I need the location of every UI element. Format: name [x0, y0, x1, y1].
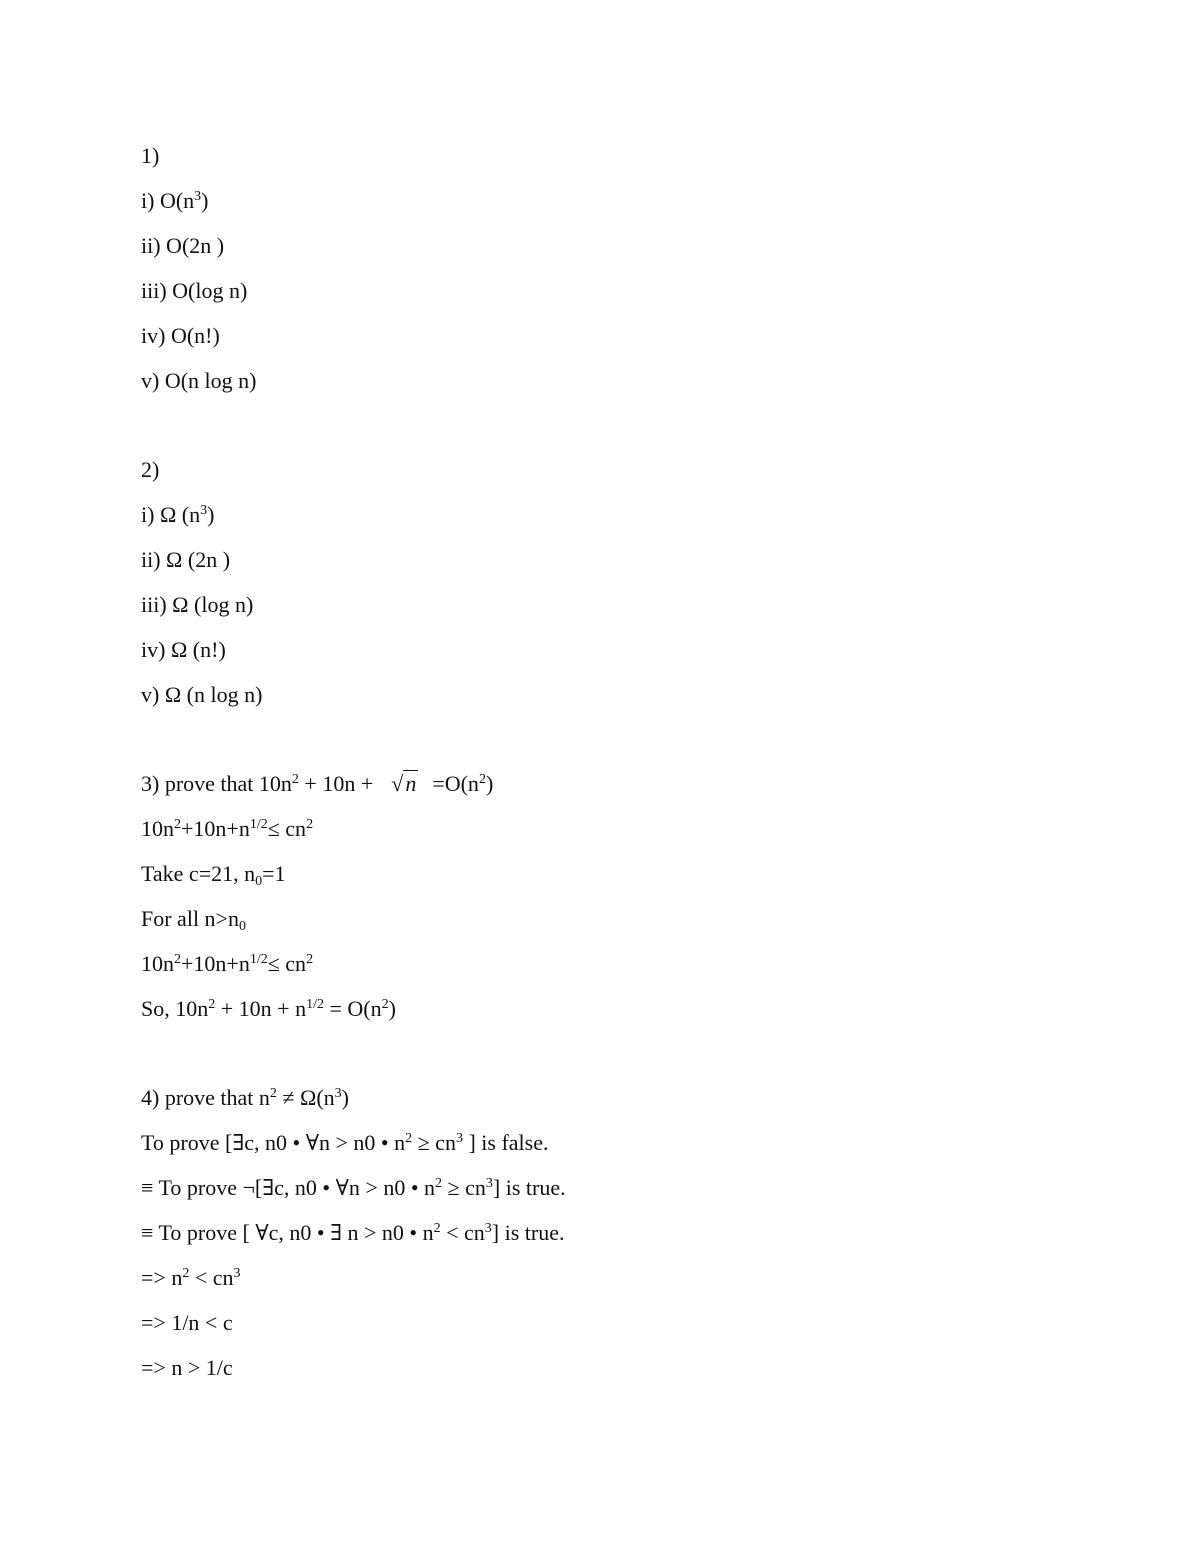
q3-ineq1-sup: 2	[174, 817, 181, 832]
q4-statement-part: 4) prove that n	[141, 1085, 270, 1110]
q2-item-1	[141, 495, 1101, 540]
q1-item-2	[141, 226, 1101, 271]
q2-item-1-sup: 3	[200, 503, 208, 518]
q3-ineq1-part: 10n	[141, 816, 174, 841]
q2-item-5-label: v) Ω (n log n)	[141, 682, 263, 707]
q1-item-3-label: iii) O(log n)	[141, 278, 248, 303]
sqrt-radicand: n	[405, 771, 417, 796]
q3-ineq2-sup: 2	[174, 952, 181, 967]
q3-conclusion	[141, 989, 1101, 1034]
q3-forall-sub: 0	[238, 919, 246, 934]
q2-item-5	[141, 675, 1101, 720]
document-page	[141, 136, 1101, 1393]
q2-heading-text: 2)	[141, 457, 160, 482]
q2-item-4	[141, 630, 1101, 675]
q4-l2-sup: 2	[435, 1176, 443, 1191]
q4-l1-part: ≥ cn	[412, 1130, 456, 1155]
q3-ineq1-sup: 2	[306, 817, 314, 832]
q4-l4-part: < cn	[189, 1265, 234, 1290]
q4-l3-part: ≡ To prove [ ∀c, n0 • ∃ n > n0 • n	[141, 1220, 434, 1245]
q4-statement-sup: 2	[269, 1086, 277, 1101]
q3-statement-part: =O(n	[432, 771, 479, 796]
q4-statement	[141, 1078, 1101, 1123]
q1-item-5	[141, 361, 1101, 406]
q1-heading-text: 1)	[141, 143, 160, 168]
q4-l1-part: To prove [∃c, n0 • ∀n > n0 • n	[141, 1130, 406, 1155]
q3-statement-sup: 2	[478, 772, 486, 787]
q3-so-sup: 1/2	[306, 997, 324, 1012]
q3-statement-sup: 2	[291, 772, 299, 787]
sqrt-expression	[391, 764, 418, 804]
q3-so-part: So, 10n	[141, 996, 209, 1021]
q4-l3-part: ] is true.	[491, 1220, 565, 1245]
q3-statement-part: 3) prove that 10n	[141, 771, 292, 796]
q3-take-sub: 0	[255, 874, 263, 889]
q3-take-part: =1	[262, 861, 286, 886]
q4-proof-line-5	[141, 1303, 1101, 1348]
q4-l5-text: => 1/n < c	[141, 1310, 233, 1335]
q4-l6-text: => n > 1/c	[141, 1355, 233, 1380]
q1-item-1-sup: 3	[194, 189, 202, 204]
q4-statement-sup: 3	[334, 1086, 342, 1101]
q4-statement-part: )	[341, 1085, 349, 1110]
q4-statement-part: ≠ Ω(n	[276, 1085, 335, 1110]
q4-l1-sup: 3	[455, 1131, 463, 1146]
q3-ineq2-part: ≤ cn	[267, 951, 307, 976]
q4-l3-part: < cn	[440, 1220, 485, 1245]
q3-ineq1-sup: 1/2	[249, 817, 268, 832]
q2-heading	[141, 450, 1101, 495]
q3-ineq2-part: +10n+n	[181, 951, 250, 976]
q3-take-part: Take c=21, n	[141, 861, 256, 886]
q4-l1-part: ] is false.	[462, 1130, 549, 1155]
q2-item-2	[141, 540, 1101, 585]
q2-item-3-label: iii) Ω (log n)	[141, 592, 254, 617]
q3-for-all	[141, 899, 1101, 944]
q2-item-2-label: ii) Ω (2n )	[141, 547, 231, 572]
q3-statement	[141, 764, 1101, 809]
q2-item-4-label: iv) Ω (n!)	[141, 637, 226, 662]
sqrt-symbol: √	[391, 771, 404, 796]
q1-item-4-label: iv) O(n!)	[141, 323, 220, 348]
q3-forall-part: For all n>n	[141, 906, 239, 931]
q1-item-1	[141, 181, 1101, 226]
q3-so-part: = O(n	[323, 996, 382, 1021]
section-spacer	[141, 406, 1101, 450]
q3-ineq2-sup: 2	[306, 952, 314, 967]
q3-so-part: + 10n + n	[215, 996, 307, 1021]
q4-proof-line-1	[141, 1123, 1101, 1168]
q4-l3-sup: 3	[484, 1221, 492, 1236]
q4-l4-sup: 2	[182, 1266, 190, 1281]
q3-ineq2-part: 10n	[141, 951, 174, 976]
q3-ineq1-part: +10n+n	[181, 816, 250, 841]
q4-l2-part: ≥ cn	[442, 1175, 486, 1200]
q4-proof-line-4	[141, 1258, 1101, 1303]
q3-ineq2-sup: 1/2	[249, 952, 268, 967]
q4-l1-sup: 2	[405, 1131, 413, 1146]
q4-l2-part: ≡ To prove ¬[∃c, n0 • ∀n > n0 • n	[141, 1175, 436, 1200]
q1-item-1-tail: )	[201, 188, 209, 213]
q4-proof-line-3	[141, 1213, 1101, 1258]
q1-heading	[141, 136, 1101, 181]
q4-l4-sup: 3	[233, 1266, 241, 1281]
section-spacer	[141, 720, 1101, 764]
section-spacer	[141, 1034, 1101, 1078]
q3-statement-part: )	[485, 771, 494, 796]
q1-item-3	[141, 271, 1101, 316]
q4-proof-line-2	[141, 1168, 1101, 1213]
q2-item-1-label: i) Ω (n	[141, 502, 201, 527]
q4-l3-sup: 2	[433, 1221, 441, 1236]
q3-statement-part: + 10n +	[298, 771, 374, 796]
q3-so-sup: 2	[381, 997, 389, 1012]
q1-item-4	[141, 316, 1101, 361]
q4-l2-sup: 3	[485, 1176, 493, 1191]
q3-inequality-2	[141, 944, 1101, 989]
q3-so-part: )	[388, 996, 396, 1021]
q2-item-3	[141, 585, 1101, 630]
q2-item-1-tail: )	[207, 502, 215, 527]
q4-l4-part: => n	[141, 1265, 183, 1290]
q3-take-constants	[141, 854, 1101, 899]
q3-ineq1-part: ≤ cn	[267, 816, 307, 841]
q1-item-1-label: i) O(n	[141, 188, 195, 213]
q3-so-sup: 2	[208, 997, 216, 1012]
q3-inequality-1	[141, 809, 1101, 854]
q1-item-2-label: ii) O(2n )	[141, 233, 225, 258]
q1-item-5-label: v) O(n log n)	[141, 368, 257, 393]
q4-l2-part: ] is true.	[492, 1175, 566, 1200]
q4-proof-line-6	[141, 1348, 1101, 1393]
